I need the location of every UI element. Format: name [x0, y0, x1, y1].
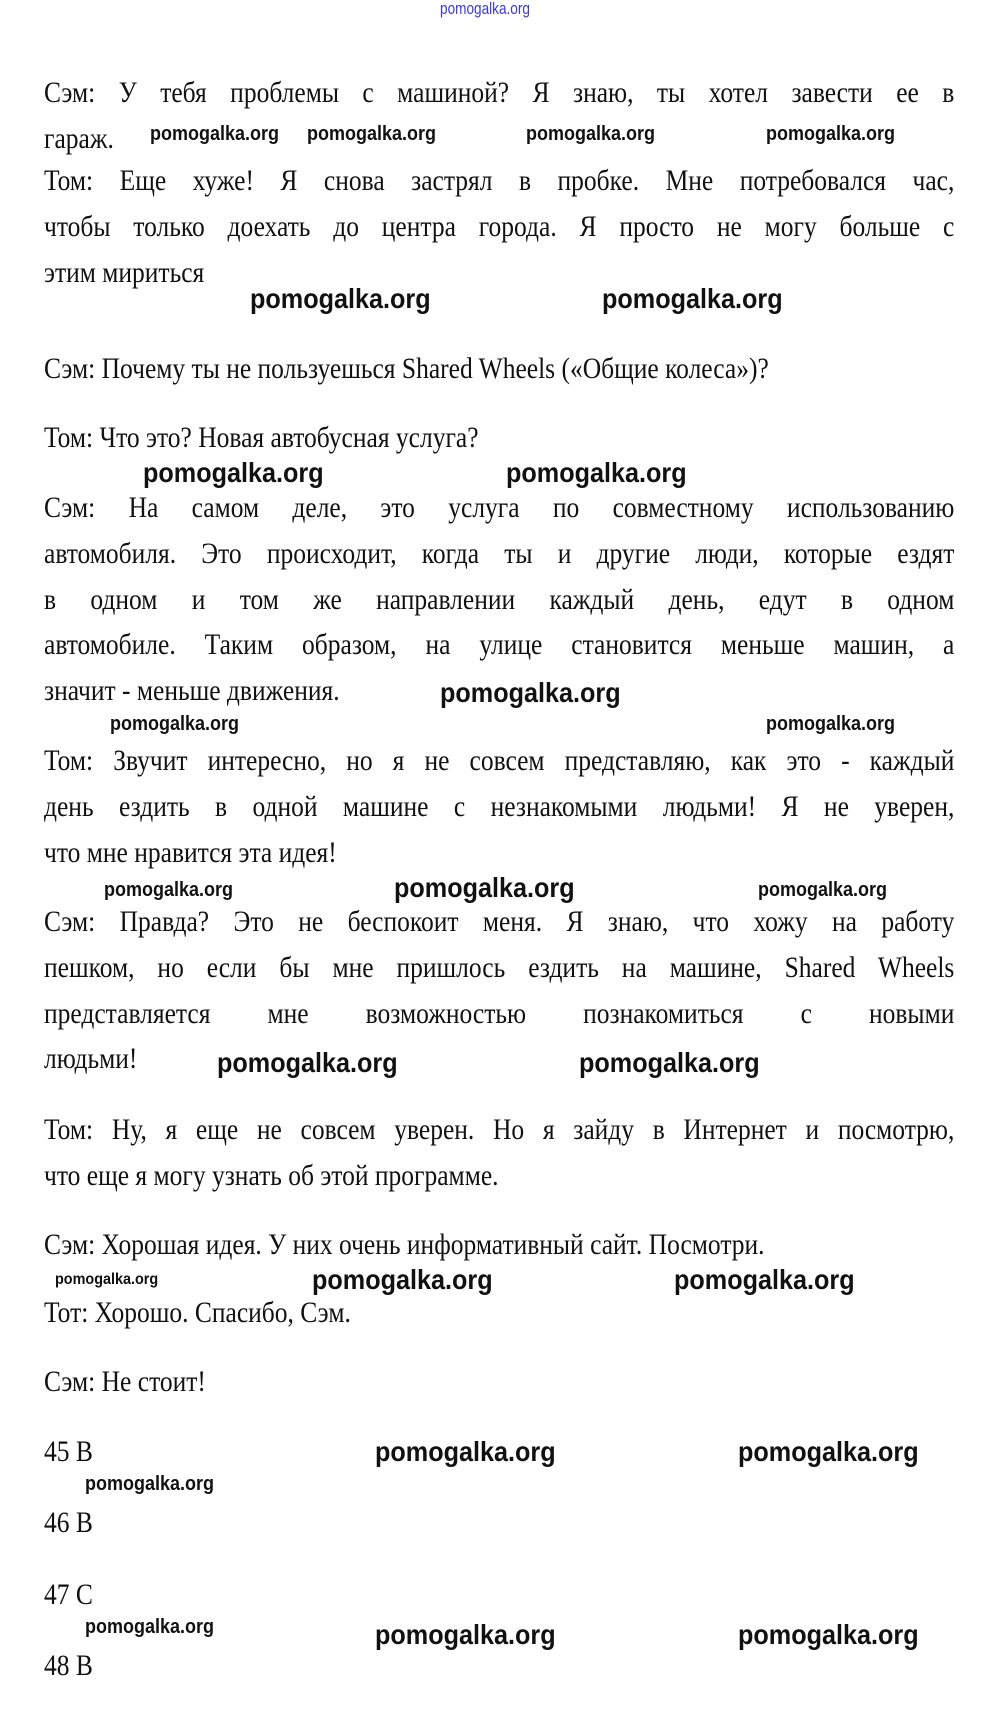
text-line: день ездить в одной машине с незнакомыми людьми! Я не уверен, [44, 789, 955, 823]
answer-46 [44, 1506, 954, 1552]
watermark: pomogalka.org [85, 1616, 215, 1638]
dialogue-line-tom-5 [44, 1296, 954, 1342]
watermark: pomogalka.org [579, 1047, 760, 1078]
watermark: pomogalka.org [312, 1264, 493, 1295]
watermark: pomogalka.org [375, 1436, 556, 1467]
dialogue-line-tom-4 [44, 1113, 954, 1205]
text-line: в одном и том же направлении каждый день, едут в одном [44, 582, 955, 616]
text-line: значит - меньше движения. [44, 674, 340, 708]
text-line: Том: Еще хуже! Я снова застрял в пробке. Мне потребовался час, [44, 164, 955, 197]
dialogue-line-sam-6 [44, 1365, 954, 1411]
text-line: Сэм: Не стоит! [44, 1365, 206, 1398]
text-line: пешком, но если бы мне пришлось ездить на машине, Shared Wheels [44, 950, 955, 984]
text-line: Тот: Хорошо. Спасибо, Сэм. [44, 1296, 351, 1329]
watermark: pomogalka.org [250, 283, 431, 314]
watermark: pomogalka.org [440, 677, 621, 708]
text-line: Сэм: На самом деле, это услуга по совместному использованию [44, 491, 955, 524]
answer-text: 48 B [44, 1649, 93, 1682]
text-line: Сэм: Правда? Это не беспокоит меня. Я знаю, что хожу на работу [44, 905, 955, 938]
watermark: pomogalka.org [602, 283, 783, 314]
dialogue-line-sam-4 [44, 905, 954, 1088]
dialogue-line-sam-1 [44, 76, 954, 168]
dialogue-line-tom-3 [44, 744, 954, 881]
text-line: Сэм: Хорошая идея. У них очень информативный сайт. Посмотри. [44, 1228, 765, 1261]
watermark: pomogalka.org [766, 713, 896, 735]
text-line: представляется мне возможностью познакомиться с новыми [44, 996, 955, 1030]
watermark: pomogalka.org [307, 123, 437, 145]
watermark: pomogalka.org [110, 713, 240, 735]
watermark: pomogalka.org [766, 123, 896, 145]
watermark: pomogalka.org [375, 1619, 556, 1650]
text-line: гараж. [44, 121, 114, 155]
text-line: что мне нравится эта идея! [44, 835, 337, 869]
text-line: Том: Ну, я еще не совсем уверен. Но я зайду в Интернет и посмотрю, [44, 1113, 955, 1146]
text-line: Сэм: У тебя проблемы с машиной? Я знаю, ты хотел завести ее в [44, 76, 955, 109]
watermark: pomogalka.org [394, 872, 575, 903]
watermark: pomogalka.org [217, 1047, 398, 1078]
watermark: pomogalka.org [55, 1271, 159, 1288]
text-line: Сэм: Почему ты не пользуешься Shared Wheels («Общие колеса»)? [44, 352, 769, 385]
text-line: автомобиля. Это происходит, когда ты и другие люди, которые ездят [44, 536, 955, 570]
text-line: этим мириться [44, 255, 205, 289]
watermark: pomogalka.org [104, 879, 234, 901]
text-line: Том: Что это? Новая автобусная услуга? [44, 421, 479, 454]
answer-text: 46 B [44, 1506, 93, 1539]
watermark: pomogalka.org [674, 1264, 855, 1295]
text-line: Том: Звучит интересно, но я не совсем представляю, как это - каждый [44, 744, 955, 777]
watermark: pomogalka.org [143, 457, 324, 488]
answer-text: 47 C [44, 1578, 93, 1611]
text-line: людьми! [44, 1042, 138, 1076]
watermark: pomogalka.org [758, 879, 888, 901]
watermark: pomogalka.org [85, 1473, 215, 1495]
text-line: автомобиле. Таким образом, на улице становится меньше машин, а [44, 628, 955, 662]
watermark: pomogalka.org [738, 1436, 919, 1467]
watermark: pomogalka.org [440, 0, 530, 18]
text-line: чтобы только доехать до центра города. Я просто не могу больше с [44, 209, 955, 243]
dialogue-line-tom-1 [44, 164, 954, 301]
watermark: pomogalka.org [150, 123, 280, 145]
answer-48 [44, 1649, 954, 1695]
text-line: что еще я могу узнать об этой программе. [44, 1158, 499, 1192]
watermark: pomogalka.org [506, 457, 687, 488]
watermark: pomogalka.org [526, 123, 656, 145]
watermark: pomogalka.org [738, 1619, 919, 1650]
answer-text: 45 B [44, 1435, 93, 1468]
dialogue-line-sam-2 [44, 352, 954, 398]
